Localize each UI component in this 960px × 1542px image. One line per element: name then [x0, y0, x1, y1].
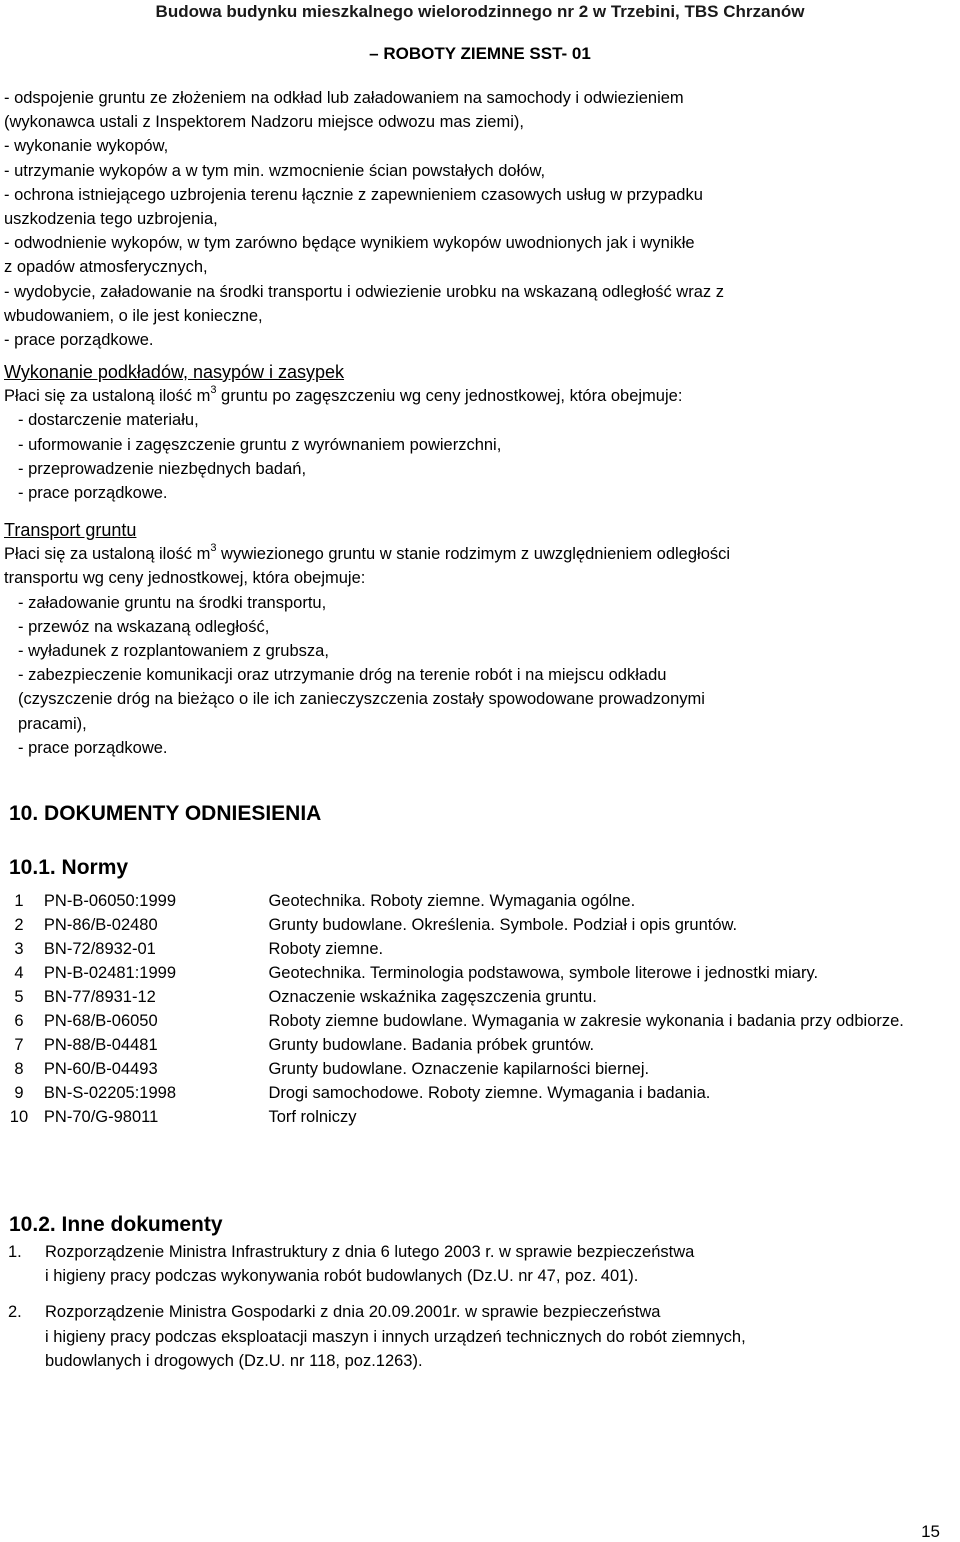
- intro-line: - ochrona istniejącego uzbrojenia terenu łącznie z zapewnieniem czasowych usług w przypadku: [4, 185, 703, 204]
- norm-code: PN-60/B-04493: [43, 1060, 158, 1078]
- list-item: [8, 1300, 948, 1373]
- list-item: - zabezpieczenie komunikacji oraz utrzymanie dróg na terenie robót i na miejscu odkładu: [18, 666, 667, 685]
- intro-line: - odwodnienie wykopów, w tym zarówno będące wynikiem wykopów uwodnionych jak i wynikłe: [4, 234, 695, 253]
- table-row: [4, 889, 960, 913]
- intro-line: wbudowaniem, o ile jest konieczne,: [4, 306, 263, 325]
- intro-line: (wykonawca ustali z Inspektorem Nadzoru miejsce odwozu mas ziemi),: [4, 113, 524, 132]
- norm-description: Grunty budowlane. Określenia. Symbole. Podział i opis gruntów.: [268, 916, 738, 934]
- norm-code: PN-88/B-04481: [43, 1036, 158, 1054]
- section-10-heading: 10. DOKUMENTY ODNIESIENIA: [9, 802, 322, 825]
- table-row: [4, 1057, 960, 1081]
- list-item: - prace porządkowe.: [18, 484, 168, 503]
- list-item: - dostarczenie materiału,: [18, 411, 199, 430]
- table-row: [4, 913, 960, 937]
- norm-number: 9: [14, 1084, 24, 1102]
- table-row: [4, 961, 960, 985]
- norm-code: BN-S-02205:1998: [43, 1084, 177, 1102]
- intro-line: z opadów atmosferycznych,: [4, 258, 208, 277]
- list-item: [8, 1240, 948, 1288]
- norm-number: 6: [14, 1012, 24, 1030]
- norm-description: Roboty ziemne budowlane. Wymagania w zakresie wykonania i badania przy odbiorze.: [268, 1012, 904, 1030]
- document-text-line: i higieny pracy podczas wykonywania robót budowlanych (Dz.U. nr 47, poz. 401).: [45, 1267, 639, 1286]
- norm-number: 4: [14, 964, 24, 982]
- norm-description: Grunty budowlane. Oznaczenie kapilarności biernej.: [268, 1060, 650, 1078]
- norm-description: Geotechnika. Roboty ziemne. Wymagania ogólne.: [268, 892, 636, 910]
- intro-line: - wydobycie, załadowanie na środki transportu i odwiezienie urobku na wskazaną odległość wraz z: [4, 282, 724, 301]
- norm-description: Drogi samochodowe. Roboty ziemne. Wymagania i badania.: [268, 1084, 711, 1102]
- list-item: - prace porządkowe.: [18, 738, 168, 757]
- list-item: (czyszczenie dróg na bieżąco o ile ich zanieczyszczenia zostały spowodowane prowadzonymi: [18, 690, 705, 709]
- table-row: [4, 1009, 960, 1033]
- norm-description: Oznaczenie wskaźnika zagęszczenia gruntu.: [268, 988, 597, 1006]
- norm-description: Torf rolniczy: [268, 1108, 357, 1126]
- section-transport-lead: Płaci się za ustaloną ilość $m^3$ wywiezionego gruntu w stanie rodzimym z uwzględnieniem odległości: [4, 542, 731, 564]
- list-item: - przeprowadzenie niezbędnych badań,: [18, 459, 307, 478]
- list-item: - uformowanie i zagęszczenie gruntu z wyrównaniem powierzchni,: [18, 435, 502, 454]
- norm-description: Grunty budowlane. Badania próbek gruntów.: [268, 1036, 595, 1054]
- document-text: [45, 1240, 694, 1288]
- document-text: [45, 1300, 746, 1373]
- document-header-subtitle: – ROBOTY ZIEMNE SST- 01: [369, 44, 591, 63]
- document-header-title: Budowa budynku mieszkalnego wielorodzinnego nr 2 w Trzebini, TBS Chrzanów: [155, 2, 805, 21]
- intro-line: - utrzymanie wykopów a w tym min. wzmocnienie ścian powstałych dołów,: [4, 161, 546, 180]
- table-row: [4, 1081, 960, 1105]
- intro-list: [4, 86, 956, 352]
- norm-code: PN-B-06050:1999: [43, 892, 177, 910]
- norm-number: 1: [14, 892, 24, 910]
- normy-heading: 10.1. Normy: [9, 856, 129, 879]
- normy-table: [4, 889, 960, 1129]
- table-row: [4, 1105, 960, 1129]
- norm-number: 5: [14, 988, 24, 1006]
- document-text-line: Rozporządzenie Ministra Gospodarki z dnia 20.09.2001r. w sprawie bezpieczeństwa: [45, 1303, 661, 1322]
- inne-dokumenty-list: [8, 1240, 948, 1373]
- document-number: 1.: [8, 1243, 22, 1261]
- norm-number: 8: [14, 1060, 24, 1078]
- norm-code: BN-72/8932-01: [43, 940, 156, 958]
- intro-line: uszkodzenia tego uzbrojenia,: [4, 210, 218, 229]
- intro-line: - prace porządkowe.: [4, 331, 154, 350]
- norm-description: Roboty ziemne.: [268, 940, 384, 958]
- norm-number: 2: [14, 916, 24, 934]
- document-text-line: Rozporządzenie Ministra Infrastruktury z dnia 6 lutego 2003 r. w sprawie bezpieczeństwa: [45, 1243, 695, 1261]
- norm-code: PN-B-02481:1999: [43, 964, 177, 982]
- section-transport-heading: Transport gruntu: [4, 520, 137, 540]
- table-row: [4, 937, 960, 961]
- section-transport: [4, 518, 956, 760]
- document-number: 2.: [8, 1303, 22, 1322]
- norm-code: PN-70/G-98011: [43, 1108, 159, 1126]
- intro-line: - odspojenie gruntu ze złożeniem na odkład lub załadowaniem na samochody i odwiezieniem: [4, 89, 684, 107]
- intro-line: - wykonanie wykopów,: [4, 137, 169, 156]
- section-transport-lead-line2: transportu wg ceny jednostkowej, która obejmuje:: [4, 569, 366, 588]
- norm-number: 3: [14, 940, 24, 958]
- section-podklady-lead: Płaci się za ustaloną ilość $m^3$ gruntu po zagęszczeniu wg ceny jednostkowej, która obejmuje:: [4, 384, 683, 406]
- norm-number: 10: [9, 1108, 29, 1126]
- norm-code: PN-86/B-02480: [43, 916, 158, 934]
- page-number: 15: [921, 1522, 940, 1541]
- table-row: [4, 1033, 960, 1057]
- list-item: pracami),: [18, 714, 87, 733]
- document-text-line: budowlanych i drogowych (Dz.U. nr 118, poz.1263).: [45, 1351, 423, 1370]
- list-item: - załadowanie gruntu na środki transportu,: [18, 593, 327, 612]
- norm-code: BN-77/8931-12: [43, 988, 156, 1006]
- norm-description: Geotechnika. Terminologia podstawowa, symbole literowe i jednostki miary.: [268, 964, 819, 982]
- norm-code: PN-68/B-06050: [43, 1012, 158, 1030]
- list-item: - przewóz na wskazaną odległość,: [18, 617, 270, 636]
- norm-number: 7: [14, 1036, 24, 1054]
- document-text-line: i higieny pracy podczas eksploatacji maszyn i innych urządzeń technicznych do robót ziemnych,: [45, 1327, 746, 1346]
- list-item: - wyładunek z rozplantowaniem z grubsza,: [18, 642, 329, 661]
- section-podklady: [4, 360, 956, 505]
- inne-dokumenty-heading: 10.2. Inne dokumenty: [9, 1213, 223, 1236]
- section-podklady-heading: Wykonanie podkładów, nasypów i zasypek: [4, 362, 345, 382]
- table-row: [4, 985, 960, 1009]
